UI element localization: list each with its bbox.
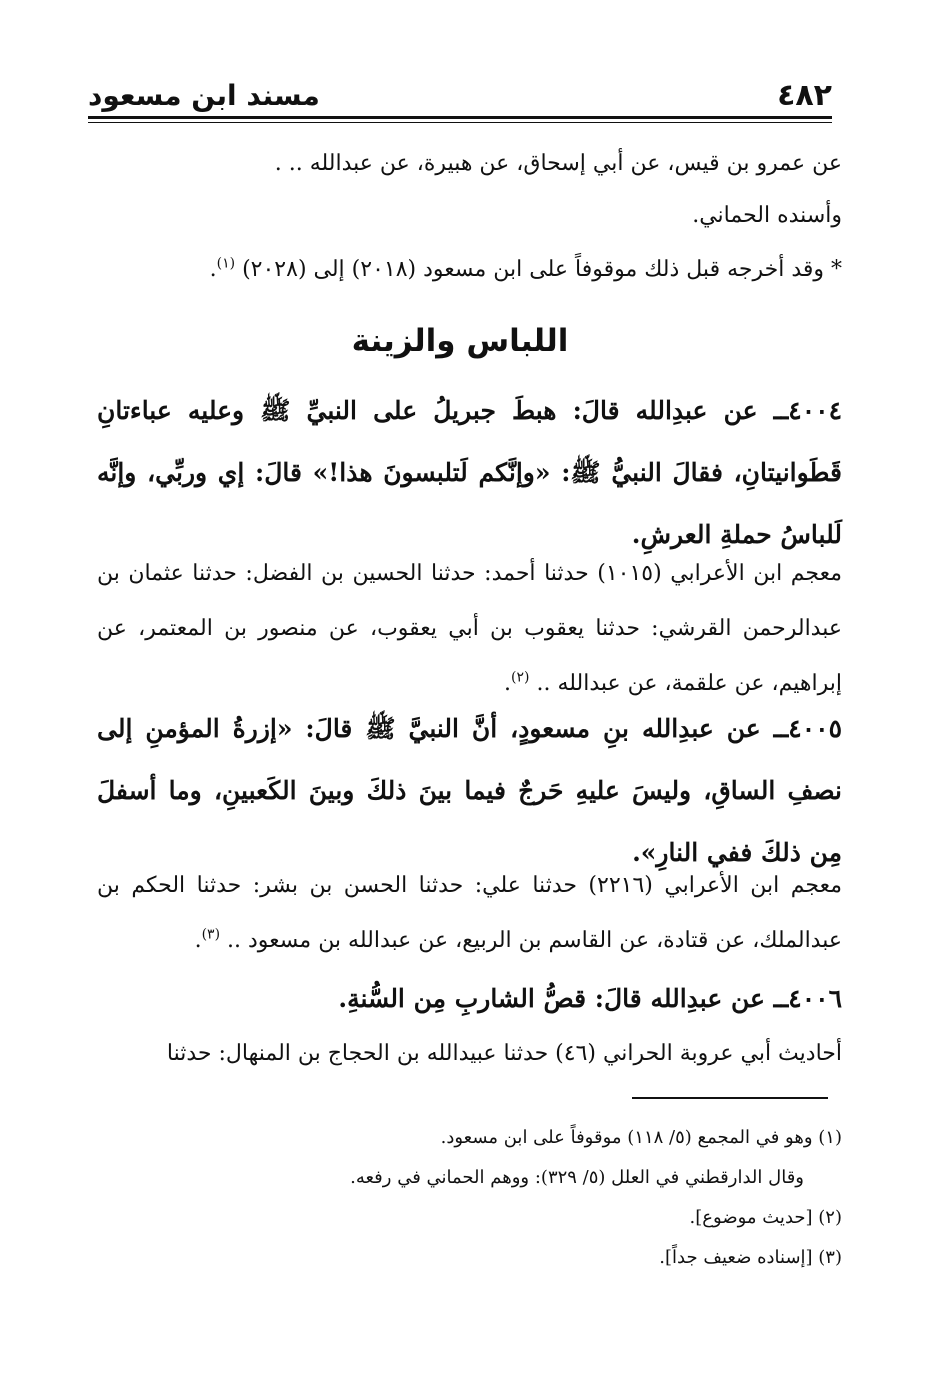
page-header [88, 78, 832, 114]
footnote-ref-3: (٣) [201, 926, 221, 943]
hadith-4004-source-end: . [504, 671, 511, 696]
hadith-4004-source [97, 546, 842, 711]
intro-line-3 [97, 242, 842, 297]
hadith-4005-source-end: . [194, 928, 202, 953]
intro-line-1: عن عمرو بن قيس، عن أبي إسحاق، عن هبيرة، عن عبدالله .. . [274, 151, 842, 176]
footnote-ref-1: (١) [216, 255, 236, 272]
header-rule-thin [88, 122, 832, 123]
hadith-4004-source-text: معجم ابن الأعرابي (١٠١٥) حدثنا أحمد: حدثنا الحسين بن الفضل: حدثنا عثمان بن عبدالرحمن القرشي: حدثنا يعقوب بن أبي يعقوب، عن منصور بن المعتمر، عن إبراهيم، عن علقمة، عن عبدالله .. [97, 561, 842, 696]
header-rule-thick [88, 116, 832, 119]
footnotes [97, 1118, 842, 1278]
footnote-separator [632, 1097, 828, 1099]
hadith-4006-source: أحاديث أبي عروبة الحراني (٤٦) حدثنا عبيدالله بن الحجاج بن المنهال: حدثنا [166, 1041, 842, 1066]
footnote-1a: (١) وهو في المجمع (٥/ ١١٨) موقوفاً على ابن مسعود. [440, 1127, 842, 1148]
running-title: مسند ابن مسعود [88, 79, 320, 112]
footnote-2: (٢) [حديث موضوع]. [689, 1207, 842, 1228]
intro-line-3-text: * وقد أخرجه قبل ذلك موقوفاً على ابن مسعود (٢٠١٨) إلى (٢٠٢٨) [242, 257, 842, 282]
footnote-3: (٣) [إسناده ضعيف جداً]. [659, 1247, 842, 1268]
hadith-4006-text: ٤٠٠٦ــ عن عبدِالله قالَ: قصُّ الشاربِ مِن السُّنةِ. [338, 984, 842, 1013]
footnote-ref-2: (٢) [511, 669, 530, 686]
hadith-4005-source-text: معجم ابن الأعرابي (٢٢١٦) حدثنا علي: حدثنا الحسن بن بشر: حدثنا الحكم بن عبدالملك، عن قتادة، عن القاسم بن الربيع، عن عبدالله بن مسعود .. [97, 873, 842, 953]
footnote-1b: وقال الدارقطني في العلل (٥/ ٣٢٩): ووهم الحماني في رفعه. [350, 1167, 804, 1188]
page-number: ٤٨٢ [777, 78, 832, 113]
hadith-4004-text: ٤٠٠٤ــ عن عبدِالله قالَ: هبطَ جبريلُ على النبيِّ ﷺ وعليه عباءتانِ قَطَوانيتانِ، فقالَ النبيُّ ﷺ: «وإنَّكم لَتلبسونَ هذا!» قالَ: إي وربِّي، وإنَّه لَلباسُ حملةِ العرشِ. [97, 396, 842, 549]
section-heading: اللباس والزينة [351, 323, 569, 359]
hadith-4005-source [97, 858, 842, 968]
intro-line-3-end: . [209, 257, 217, 282]
intro-line-2: وأسنده الحماني. [692, 203, 842, 228]
hadith-4005-text: ٤٠٠٥ــ عن عبدِالله بنِ مسعودٍ، أنَّ النبيَّ ﷺ قالَ: «إزرةُ المؤمنِ إلى نصفِ الساقِ، وليسَ عليهِ حَرجٌ فيما بينَ ذلكَ وبينَ الكَعبينِ، وما أسفلَ مِن ذلكَ ففي النارِ». [97, 714, 842, 867]
